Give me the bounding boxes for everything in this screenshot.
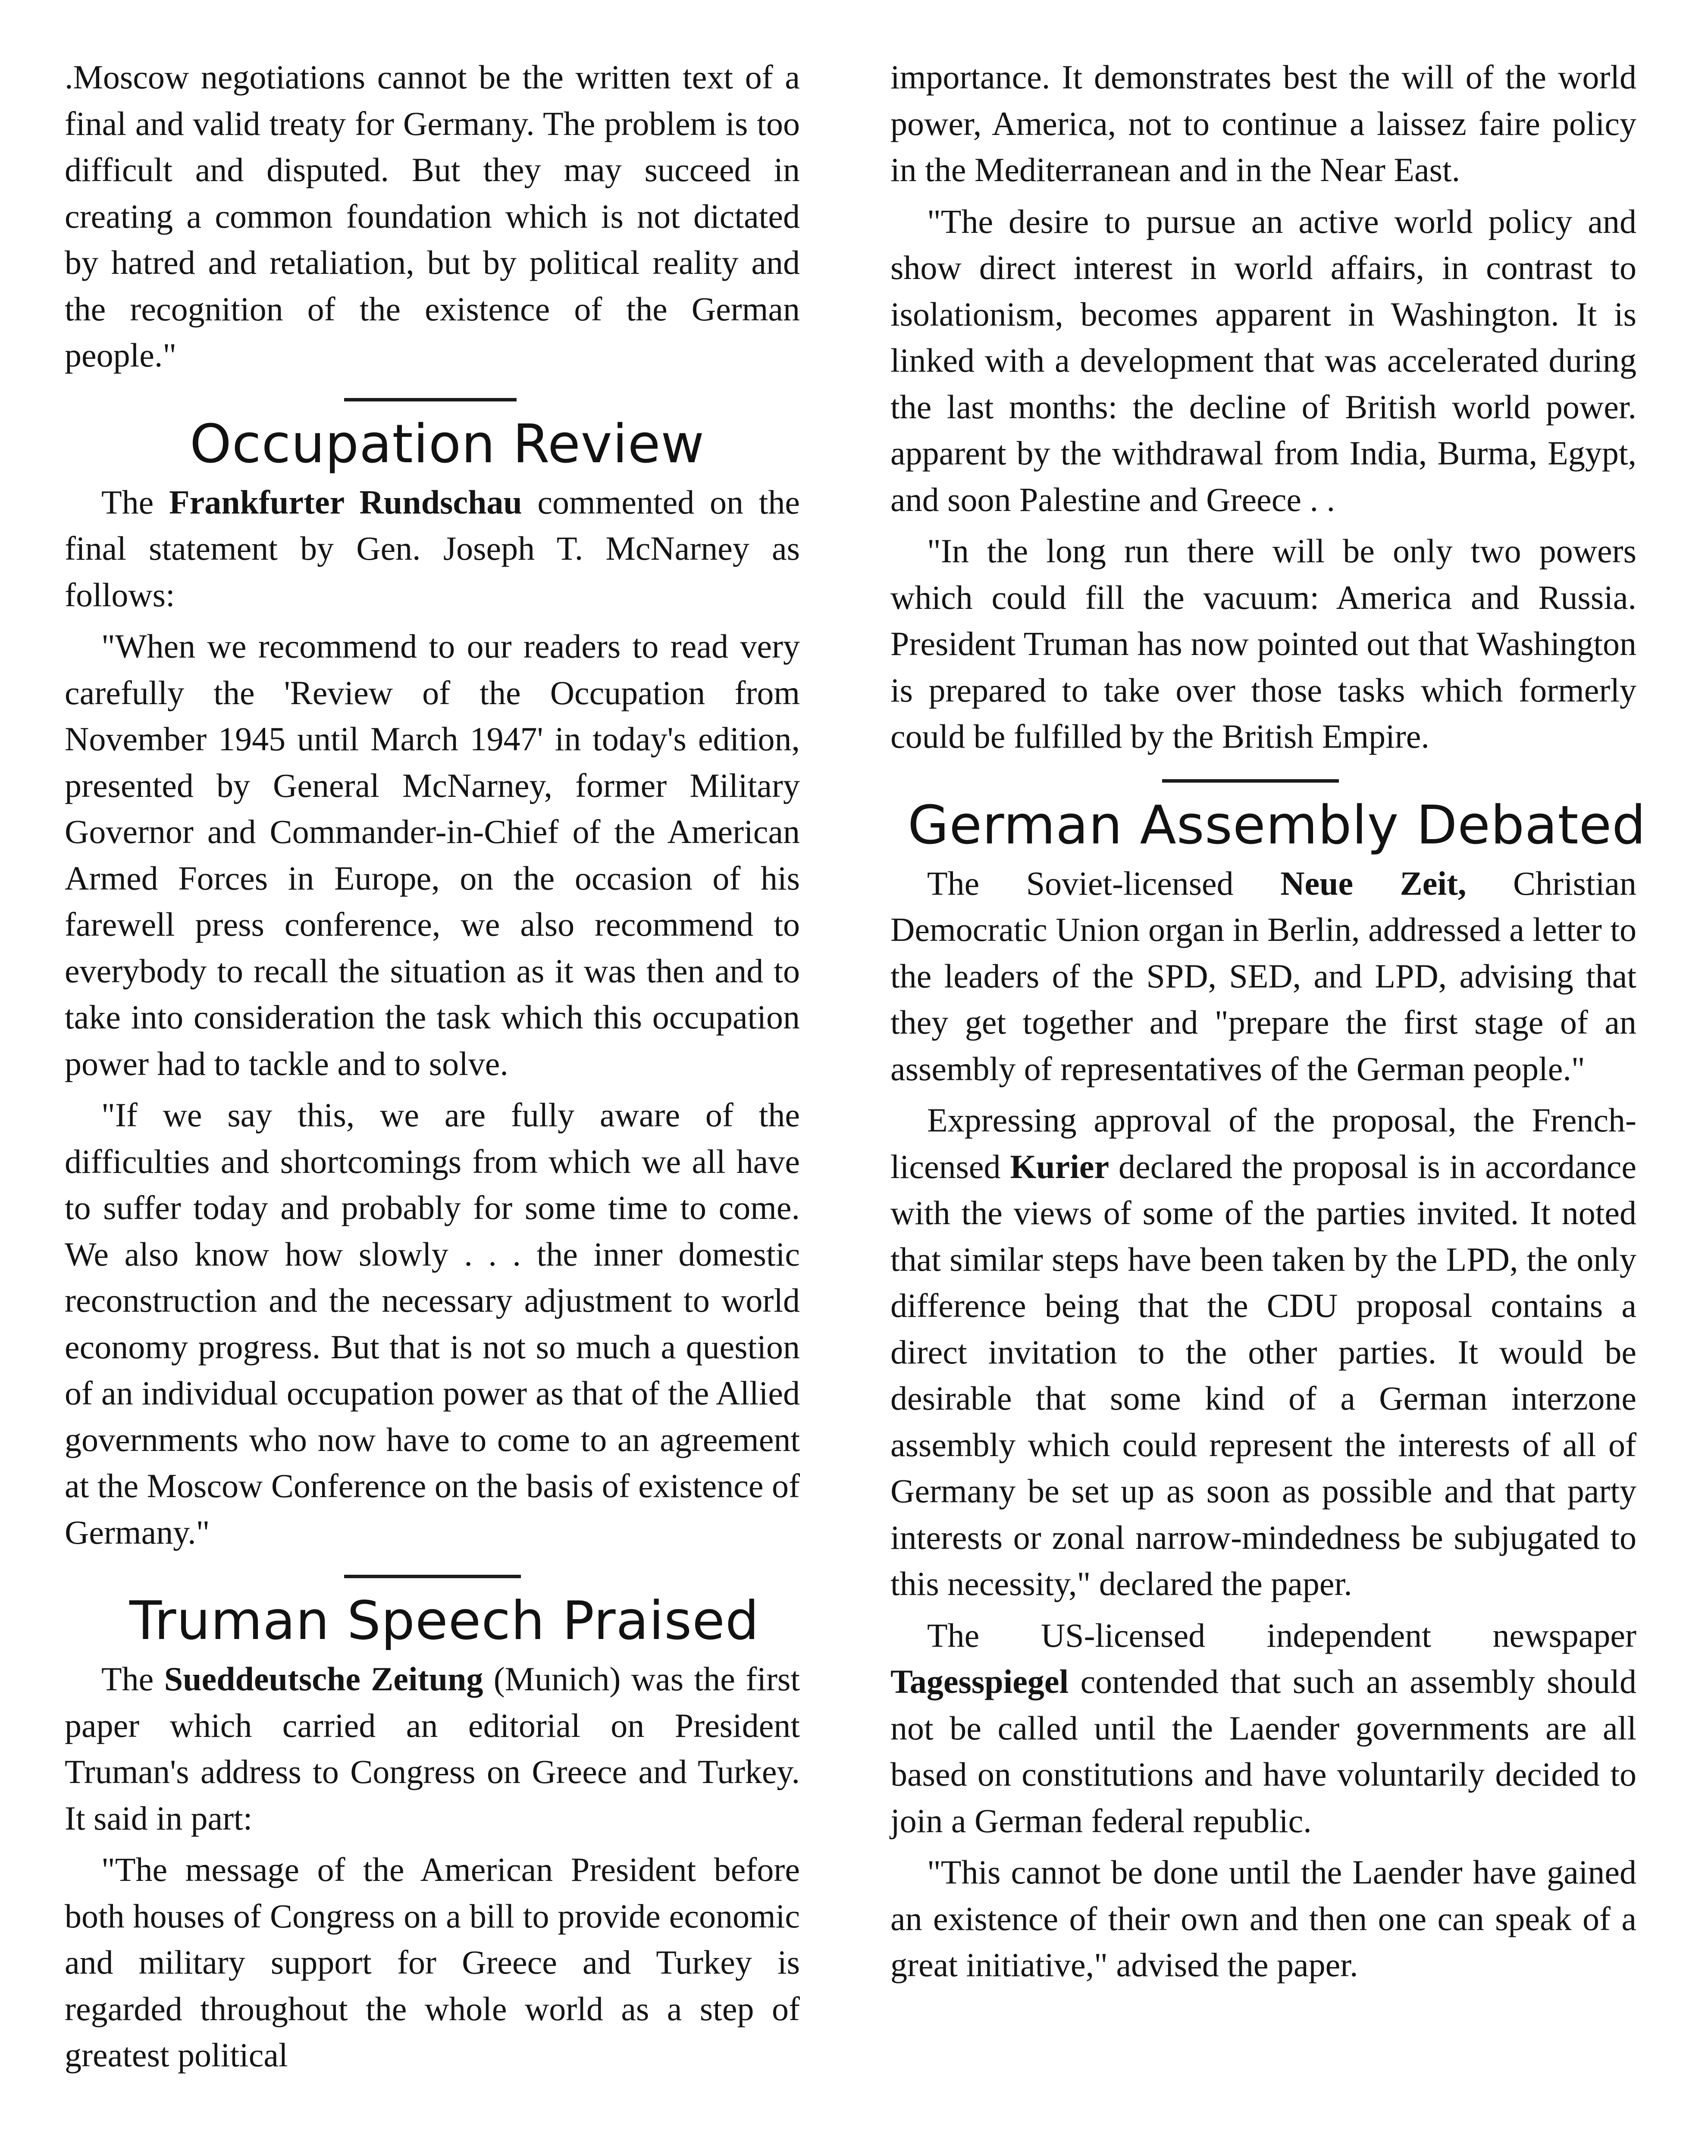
section-divider bbox=[1162, 779, 1339, 783]
section-divider bbox=[344, 398, 517, 401]
newspaper-name: Sueddeutsche Zeitung bbox=[164, 1660, 483, 1698]
german-assembly-paragraph-1: The Soviet-licensed Neue Zeit, Christian Democratic Union organ in Berlin, addressed a letter to the leaders of the SPD, SED, and LPD, advising that they get together and "prepare the first stage of an assembly of representatives of the German people." bbox=[890, 864, 1636, 1087]
occupation-review-paragraph-1: The Frankfurter Rundschau commented on the final statement by Gen. Joseph T. McNarney as follows: bbox=[65, 483, 800, 614]
heading-german-assembly-debated: German Assembly Debated bbox=[908, 794, 1646, 856]
heading-truman-speech-praised: Truman Speech Praised bbox=[129, 1590, 759, 1652]
newspaper-name: Tagesspiegel bbox=[890, 1663, 1069, 1700]
newspaper-name: Frankfurter Rundschau bbox=[169, 483, 522, 521]
occupation-review-paragraph-3: "If we say this, we are fully aware of the difficulties and shortcomings from which we all have to suffer today and probably for some time to come. We also know how slowly . . . the inner domestic reconstruction and the necessary adjustment to world economy progress. But that is not so much a question of an individual occupation power as that of the Allied governments who now have to come to an agreement at the Moscow Conference on the basis of existence of Germany." bbox=[65, 1096, 800, 1551]
newspaper-name: Neue Zeit, bbox=[1280, 864, 1467, 902]
german-assembly-paragraph-4: "This cannot be done until the Laender have gained an existence of their own and then one can speak of a great initiative," advised the paper. bbox=[890, 1853, 1636, 1984]
truman-speech-paragraph-1: The Sueddeutsche Zeitung (Munich) was the first paper which carried an editorial on President Truman's address to Congress on Greece and Turkey. It said in part: bbox=[65, 1660, 800, 1837]
truman-continued-paragraph-1: importance. It demonstrates best the will of the world power, America, not to continue a laissez faire policy in the Mediterranean and in the Near East. bbox=[890, 58, 1636, 188]
heading-occupation-review: Occupation Review bbox=[190, 413, 705, 475]
newspaper-name: Kurier bbox=[1010, 1147, 1109, 1185]
truman-continued-paragraph-2: "The desire to pursue an active world policy and show direct interest in world affairs, in contrast to isolationism, becomes apparent in Washington. It is linked with a development that was accelerated during the last months: the decline of British world power. apparent by the withdrawal from India, Burma, Egypt, and soon Palestine and Greece . . bbox=[890, 202, 1636, 518]
left-column bbox=[65, 54, 800, 2078]
german-assembly-paragraph-2: Expressing approval of the proposal, the French-licensed Kurier declared the proposal is in accordance with the views of some of the parties invited. It noted that similar steps have been taken by the LPD, the only difference being that the CDU proposal contains a direct invitation to the other parties. It would be desirable that some kind of a German interzone assembly which could represent the interests of all of Germany be set up as soon as possible and that party interests or zonal narrow-mindedness be subjugated to this necessity," declared the paper. bbox=[890, 1101, 1636, 1602]
section-divider bbox=[344, 1575, 521, 1578]
right-column bbox=[890, 54, 1646, 1988]
intro-paragraph: .Moscow negotiations cannot be the written text of a final and valid treaty for Germany. The problem is too difficult and disputed. But they may succeed in creating a common foundation which is not dictated by hatred and retaliation, but by political reality and the recognition of the existence of the German people." bbox=[65, 58, 800, 374]
truman-speech-paragraph-2: "The message of the American President before both houses of Congress on a bill to provide economic and military support for Greece and Turkey is regarded throughout the whole world as a step of greatest political bbox=[65, 1851, 800, 2074]
occupation-review-paragraph-2: "When we recommend to our readers to read very carefully the 'Review of the Occupation from November 1945 until March 1947' in today's edition, presented by General McNarney, former Military Governor and Commander-in-Chief of the American Armed Forces in Europe, on the occasion of his farewell press conference, we also recommend to everybody to recall the situation as it was then and to take into consideration the task which this occupation power had to tackle and to solve. bbox=[65, 627, 800, 1082]
german-assembly-paragraph-3: The US-licensed independent newspaper Tagesspiegel contended that such an assembly should not be called until the Laender governments are all based on constitutions and have voluntarily decided to join a German federal republic. bbox=[890, 1616, 1636, 1839]
truman-continued-paragraph-3: "In the long run there will be only two powers which could fill the vacuum: America and Russia. President Truman has now pointed out that Washington is prepared to take over those tasks which formerly could be fulfilled by the British Empire. bbox=[890, 532, 1636, 755]
